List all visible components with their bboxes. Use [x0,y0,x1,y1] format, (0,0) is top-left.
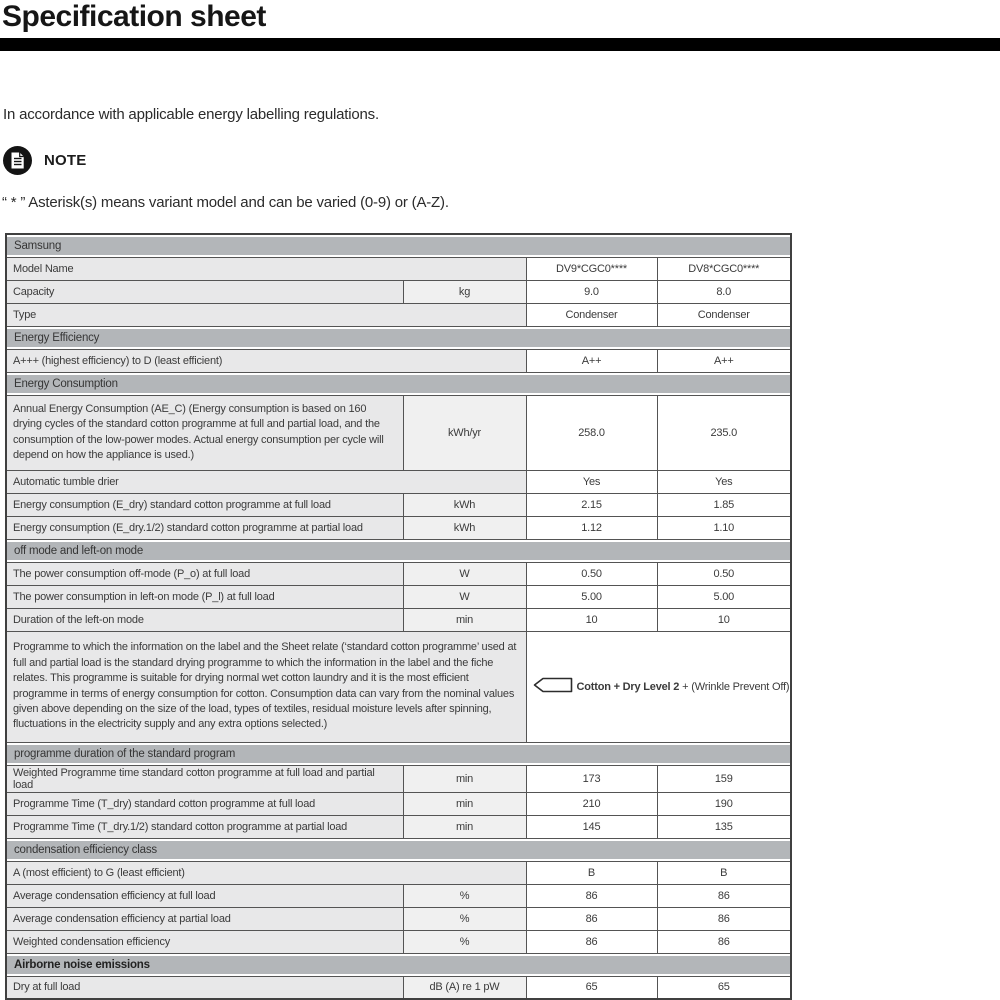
row-label: A (most efficient) to G (least efficient) [6,861,526,884]
table-row [6,516,791,539]
row-unit: W [403,585,526,608]
row-label: Energy consumption (E_dry.1/2) standard cotton programme at partial load [6,516,403,539]
value-model-2: 1.10 [657,516,791,539]
value-model-1: DV9*CGC0**** [526,257,657,280]
row-label: Annual Energy Consumption (AE_C) (Energy consumption is based on 160 drying cycles of the standard cotton programme at full and partial load, and the consumption of the low-power modes. Actual energy consumption per cycle will depend on how the appliance is used.) [6,395,403,470]
page-title: Specification sheet [2,0,266,33]
row-unit: kg [403,280,526,303]
row-label: Type [6,303,526,326]
row-unit: % [403,907,526,930]
table-row [6,930,791,953]
row-label: Capacity [6,280,403,303]
section-header: Energy Efficiency [6,326,791,349]
value-model-2: 1.85 [657,493,791,516]
value-model-1: Yes [526,470,657,493]
table-row [6,608,791,631]
value-model-1: B [526,861,657,884]
row-label: Programme to which the information on the label and the Sheet relate (‘standard cotton programme’ used at full and partial load is the standard drying programme to which the information in the label and the fiche relates. This programme is suitable for drying normal wet cotton laundry and it is the most efficient programme in terms of energy consumption for cotton. Consumption data can vary from the nominal values given above depending on the size of the load, types of textiles, residual moisture levels after spinning, fluctuations in the electricity supply and any extra options selected.) [6,631,526,742]
row-unit: dB (A) re 1 pW [403,976,526,999]
table-row [6,976,791,999]
table-row [6,884,791,907]
row-label: Weighted condensation efficiency [6,930,403,953]
value-model-1: 145 [526,815,657,838]
row-label: Weighted Programme time standard cotton programme at full load and partial load [6,765,403,792]
value-model-2: 190 [657,792,791,815]
row-label: A+++ (highest efficiency) to D (least efficient) [6,349,526,372]
value-model-1: A++ [526,349,657,372]
intro-text: In accordance with applicable energy labelling regulations. [3,106,379,123]
value-model-2: 86 [657,930,791,953]
programme-value-bold: Cotton + Dry Level 2 [576,680,680,693]
row-label: Duration of the left-on mode [6,608,403,631]
table-row-section [6,326,791,349]
value-model-2: 0.50 [657,562,791,585]
row-label: The power consumption off-mode (P_o) at full load [6,562,403,585]
table-row [6,303,791,326]
table-row [6,815,791,838]
value-model-2: 235.0 [657,395,791,470]
row-unit: min [403,815,526,838]
value-model-1: 1.12 [526,516,657,539]
table-row [6,470,791,493]
programme-value-cell [526,631,791,742]
value-model-2: 10 [657,608,791,631]
table-row-brand [6,234,791,257]
value-model-1: 10 [526,608,657,631]
row-unit: % [403,930,526,953]
value-model-2: 135 [657,815,791,838]
row-label: Average condensation efficiency at partial load [6,907,403,930]
value-model-2: 86 [657,884,791,907]
value-model-2: B [657,861,791,884]
note-callout [2,145,86,176]
table-row [6,280,791,303]
value-model-2: 65 [657,976,791,999]
table-row [6,349,791,372]
table-row-section [6,953,791,976]
row-unit: min [403,608,526,631]
value-model-1: 86 [526,884,657,907]
table-row [6,257,791,280]
table-row [6,493,791,516]
table-row-section [6,372,791,395]
row-unit: min [403,792,526,815]
value-model-2: A++ [657,349,791,372]
row-unit: W [403,562,526,585]
row-label: Automatic tumble drier [6,470,526,493]
table-row [6,585,791,608]
value-model-2: 86 [657,907,791,930]
note-label: NOTE [44,152,87,169]
value-model-1: 86 [526,930,657,953]
table-row-section [6,742,791,765]
table-row [6,861,791,884]
row-label: Model Name [6,257,526,280]
value-model-1: 210 [526,792,657,815]
section-header: Airborne noise emissions [6,953,791,976]
table-row-programme [6,631,791,742]
row-label: Programme Time (T_dry) standard cotton programme at full load [6,792,403,815]
row-unit: kWh/yr [403,395,526,470]
row-label: The power consumption in left-on mode (P_l) at full load [6,585,403,608]
value-model-2: DV8*CGC0**** [657,257,791,280]
row-unit: kWh [403,493,526,516]
value-model-2: 159 [657,765,791,792]
section-header: programme duration of the standard program [6,742,791,765]
section-header: Samsung [6,234,791,257]
section-header: condensation efficiency class [6,838,791,861]
value-model-1: Condenser [526,303,657,326]
programme-value-rest: + (Wrinkle Prevent Off) [682,680,790,693]
note-document-icon [2,145,33,176]
table-row-section [6,539,791,562]
row-label: Energy consumption (E_dry) standard cotton programme at full load [6,493,403,516]
value-model-1: 86 [526,907,657,930]
section-header: off mode and left-on mode [6,539,791,562]
value-model-1: 65 [526,976,657,999]
left-pointing-tag-icon [533,677,574,696]
value-model-1: 173 [526,765,657,792]
row-label: Programme Time (T_dry.1/2) standard cotton programme at partial load [6,815,403,838]
table-row [6,395,791,470]
value-model-1: 0.50 [526,562,657,585]
specification-table [5,233,792,1000]
table-row [6,907,791,930]
row-unit: % [403,884,526,907]
value-model-1: 2.15 [526,493,657,516]
table-row-section [6,838,791,861]
row-label: Dry at full load [6,976,403,999]
value-model-2: Yes [657,470,791,493]
title-divider-bar [0,38,1000,51]
row-label: Average condensation efficiency at full load [6,884,403,907]
table-row [6,765,791,792]
table-row [6,792,791,815]
value-model-2: 8.0 [657,280,791,303]
table-row [6,562,791,585]
value-model-1: 258.0 [526,395,657,470]
row-unit: kWh [403,516,526,539]
section-header: Energy Consumption [6,372,791,395]
value-model-1: 9.0 [526,280,657,303]
value-model-2: 5.00 [657,585,791,608]
row-unit: min [403,765,526,792]
value-model-2: Condenser [657,303,791,326]
asterisk-note: “ * ” Asterisk(s) means variant model and can be varied (0-9) or (A-Z). [2,194,449,211]
value-model-1: 5.00 [526,585,657,608]
